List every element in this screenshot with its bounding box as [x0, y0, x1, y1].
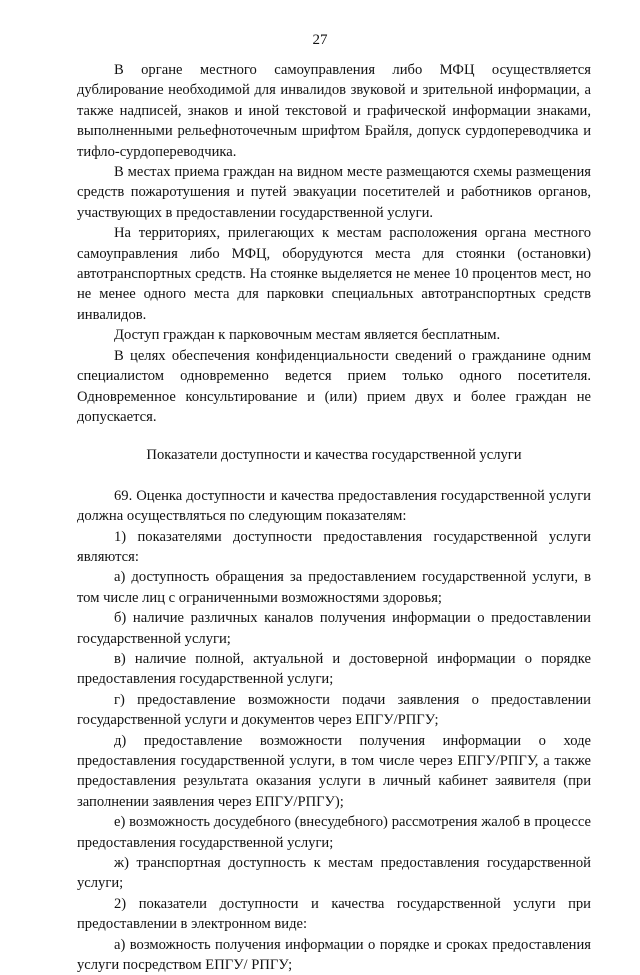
list-item-1e: е) возможность досудебного (внесудебного) рассмотрения жалоб в процессе предоставления государственной услуги; — [77, 814, 591, 851]
list-item-1zh: ж) транспортная доступность к местам предоставления государственной услуги; — [77, 855, 591, 892]
document-body — [77, 60, 591, 975]
list-item-1: 1) показателями доступности предоставления государственной услуги являются: — [77, 528, 591, 565]
section-heading: Показатели доступности и качества государственной услуги — [146, 447, 522, 464]
paragraph-evacuation-schemes: В местах приема граждан на видном месте размещаются схемы размещения средств пожаротушения и путей эвакуации посетителей и работников органов, участвующих в предоставлении государственной услуги. — [77, 164, 591, 221]
paragraph-duplication: В органе местного самоуправления либо МФЦ осуществляется дублирование необходимой для инвалидов звуковой и зрительной информации, а также надписей, знаков и иной текстовой и графической информации знаками, выполненными рельефноточечным шрифтом Брайля, допуск сурдопереводчика и тифло-сурдопереводчика. — [77, 62, 591, 160]
list-item-1d: д) предоставление возможности получения информации о ходе предоставления государственной услуги, в том числе через ЕПГУ/РПГУ, а также предоставления результата оказания услуги в личный кабинет заявителя (при заполнении заявления через ЕПГУ/РПГУ); — [77, 732, 591, 810]
list-item-1a: а) доступность обращения за предоставлением государственной услуги, в том числе лиц с ограниченными возможностями здоровья; — [77, 569, 591, 606]
page-number: 27 — [312, 32, 328, 48]
list-item-1v: в) наличие полной, актуальной и достоверной информации о порядке предоставления государственной услуги; — [77, 650, 591, 688]
paragraph-free-parking: Доступ граждан к парковочным местам является бесплатным. — [114, 327, 501, 344]
paragraph-parking-places: На территориях, прилегающих к местам расположения органа местного самоуправления либо МФЦ, оборудуются места для стоянки (остановки) автотранспортных средств. На стоянке выделяется не менее 10 процентов мест, но не менее одного места для парковки специальных автотранспортных средств инвалидов. — [77, 225, 591, 323]
list-item-2a: а) возможность получения информации о порядке и сроках предоставления услуги посредством ЕПГУ/ РПГУ; — [77, 936, 591, 974]
list-item-1g: г) предоставление возможности подачи заявления о предоставлении государственной услуги и документов через ЕПГУ/РПГУ; — [77, 691, 591, 729]
paragraph-69-intro: 69. Оценка доступности и качества предоставления государственной услуги должна осуществляться по следующим показателям: — [77, 487, 591, 525]
paragraph-confidentiality: В целях обеспечения конфиденциальности сведений о гражданине одним специалистом одновременно ведется прием только одного посетителя. Одновременное консультирование и (или) прием двух и более граждан не допускается. — [77, 347, 591, 425]
list-item-2: 2) показатели доступности и качества государственной услуги при предоставлении в электронном виде: — [77, 895, 591, 933]
list-item-1b: б) наличие различных каналов получения информации о предоставлении государственной услуги; — [77, 610, 591, 647]
